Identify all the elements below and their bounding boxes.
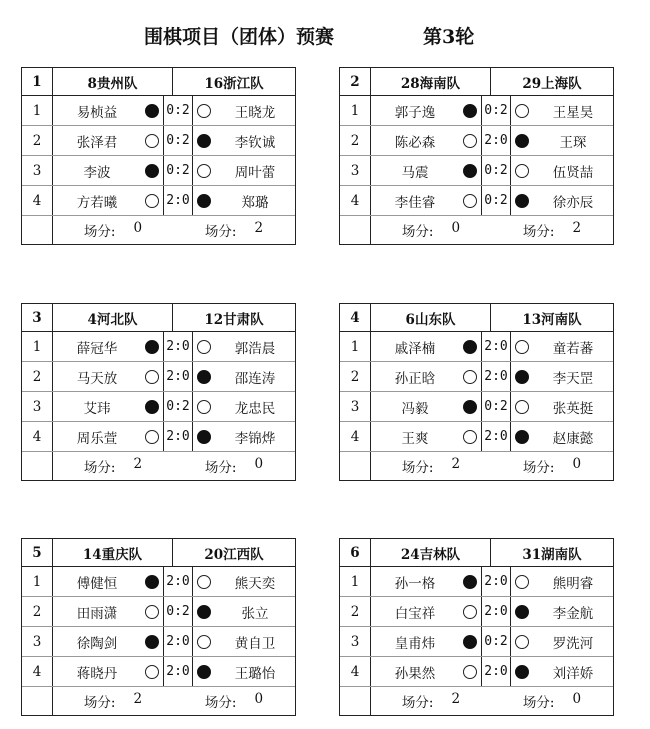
player-b: 伍贤喆 [552,164,594,181]
black-stone-icon [515,605,529,619]
black-stone-icon [463,635,477,649]
team-b-points [173,456,295,476]
match-number: 5 [22,539,53,566]
white-stone-icon [463,665,477,679]
board-row [22,567,295,597]
board-score: 0:2 [163,392,193,421]
player-a: 戚泽楠 [394,340,436,357]
player-b: 赵康懿 [552,430,594,447]
player-b: 李钦诚 [234,134,276,151]
white-stone-icon [197,400,211,414]
player-a: 周乐萱 [76,430,118,447]
points-label: 场分: [83,224,116,240]
board-row [22,186,295,216]
board-row [340,126,613,156]
white-stone-icon [463,134,477,148]
player-b: 徐亦辰 [552,194,594,211]
team-b-points [173,220,295,240]
white-stone-icon [145,134,159,148]
board-number: 2 [22,126,53,155]
player-a: 田雨潇 [76,605,118,622]
black-stone-icon [145,575,159,589]
board-number: 1 [340,332,371,361]
round-label: 第3轮 [423,26,475,48]
white-stone-icon [197,635,211,649]
match-table [339,67,614,245]
points-value: 0 [254,691,264,707]
black-stone-icon [197,605,211,619]
team-b-points [491,220,613,240]
white-stone-icon [515,635,529,649]
match-number: 6 [340,539,371,566]
player-b: 龙忠民 [234,400,276,417]
board-row [22,422,295,452]
team-b-points [491,691,613,711]
white-stone-icon [515,104,529,118]
team-a-name: 14重庆队 [53,539,173,566]
board-row [340,597,613,627]
black-stone-icon [145,104,159,118]
black-stone-icon [463,340,477,354]
board-score: 2:0 [163,186,193,215]
board-row [340,332,613,362]
match-footer [340,452,613,480]
match-footer [22,452,295,480]
player-b: 王璐怡 [234,665,276,682]
points-value: 2 [254,220,264,236]
black-stone-icon [145,340,159,354]
board-score: 0:2 [163,597,193,626]
board-number: 3 [340,627,371,656]
board-score: 2:0 [163,627,193,656]
player-a: 李佳睿 [394,194,436,211]
points-label: 场分: [204,224,237,240]
player-a: 陈必森 [394,134,436,151]
points-label: 场分: [83,460,116,476]
white-stone-icon [197,104,211,118]
board-score: 2:0 [481,362,511,391]
player-b: 王晓龙 [234,104,276,121]
team-b-name: 29上海队 [522,75,582,92]
black-stone-icon [145,164,159,178]
player-b: 王琛 [559,134,587,151]
white-stone-icon [197,164,211,178]
team-a-points [53,691,173,711]
player-a: 傅健恒 [76,575,118,592]
match-number: 4 [340,304,371,331]
player-a: 皇甫炜 [394,635,436,652]
match-header [340,68,613,96]
event-title: 围棋项目（团体）预赛 [144,26,335,48]
team-a-points [371,220,491,240]
match-footer [22,216,295,244]
board-number: 3 [22,156,53,185]
black-stone-icon [145,400,159,414]
white-stone-icon [145,605,159,619]
points-label: 场分: [401,460,434,476]
points-value: 0 [451,220,461,236]
black-stone-icon [463,104,477,118]
board-row [22,392,295,422]
team-b-name: 20江西队 [204,546,264,563]
points-value: 2 [451,456,461,472]
player-a: 王爽 [401,430,429,447]
player-b: 郑璐 [241,194,269,211]
player-b: 周叶蕾 [234,164,276,181]
player-a: 艾玮 [83,400,111,417]
board-score: 0:2 [481,627,511,656]
board-row [22,657,295,687]
board-row [22,362,295,392]
points-label: 场分: [204,695,237,711]
board-number: 4 [22,422,53,451]
team-a-name: 4河北队 [53,304,173,331]
black-stone-icon [463,400,477,414]
points-value: 2 [133,456,143,472]
white-stone-icon [515,575,529,589]
board-row [340,186,613,216]
match-header [340,304,613,332]
team-b-name: 31湖南队 [522,546,582,563]
black-stone-icon [515,665,529,679]
board-score: 2:0 [163,657,193,686]
white-stone-icon [515,400,529,414]
match-number: 3 [22,304,53,331]
points-label: 场分: [522,460,555,476]
player-a: 张泽君 [76,134,118,151]
points-value: 0 [572,456,582,472]
match-table [21,67,296,245]
team-a-name: 28海南队 [371,68,491,95]
board-row [22,156,295,186]
player-a: 孙正晗 [394,370,436,387]
board-number: 2 [340,126,371,155]
player-a: 马震 [401,164,429,181]
white-stone-icon [463,605,477,619]
team-b-points [491,456,613,476]
board-score: 2:0 [163,362,193,391]
board-number: 4 [340,422,371,451]
board-row [340,156,613,186]
player-a: 李波 [83,164,111,181]
board-score: 2:0 [163,567,193,596]
player-a: 薛冠华 [76,340,118,357]
team-a-name: 24吉林队 [371,539,491,566]
board-number: 1 [22,332,53,361]
board-row [340,422,613,452]
board-row [22,332,295,362]
player-b: 邵连涛 [234,370,276,387]
player-a: 蒋晓丹 [76,665,118,682]
board-number: 1 [340,567,371,596]
points-value: 2 [133,691,143,707]
board-row [340,96,613,126]
black-stone-icon [463,575,477,589]
player-b: 刘洋娇 [552,665,594,682]
board-score: 2:0 [481,657,511,686]
player-b: 黄自卫 [234,635,276,652]
board-number: 2 [22,597,53,626]
board-number: 1 [22,567,53,596]
black-stone-icon [145,635,159,649]
team-a-points [371,456,491,476]
match-table [21,303,296,481]
board-score: 2:0 [481,126,511,155]
player-b: 熊天奕 [234,575,276,592]
board-number: 1 [22,96,53,125]
match-header [22,539,295,567]
black-stone-icon [515,430,529,444]
black-stone-icon [515,134,529,148]
team-b-name: 13河南队 [522,311,582,328]
board-row [22,597,295,627]
player-a: 白宝祥 [394,605,436,622]
team-b-name: 12甘肃队 [204,311,264,328]
board-score: 2:0 [163,422,193,451]
points-value: 2 [451,691,461,707]
team-a-name: 6山东队 [371,304,491,331]
board-number: 2 [340,597,371,626]
match-table [339,303,614,481]
board-number: 1 [340,96,371,125]
board-score: 2:0 [163,332,193,361]
board-score: 2:0 [481,597,511,626]
points-label: 场分: [401,695,434,711]
black-stone-icon [515,194,529,208]
match-header [340,539,613,567]
match-header [22,68,295,96]
white-stone-icon [463,194,477,208]
player-a: 孙一格 [394,575,436,592]
white-stone-icon [463,430,477,444]
player-b: 熊明睿 [552,575,594,592]
player-a: 徐陶剑 [76,635,118,652]
match-footer [340,687,613,715]
board-score: 0:2 [163,126,193,155]
match-number: 1 [22,68,53,95]
board-number: 4 [340,186,371,215]
board-number: 3 [22,392,53,421]
board-score: 2:0 [481,567,511,596]
team-a-name: 8贵州队 [53,68,173,95]
points-label: 场分: [83,695,116,711]
player-a: 郭子逸 [394,104,436,121]
board-row [22,627,295,657]
match-footer [22,687,295,715]
board-row [340,362,613,392]
black-stone-icon [197,134,211,148]
board-number: 3 [340,156,371,185]
white-stone-icon [145,430,159,444]
player-b: 李锦烨 [234,430,276,447]
board-number: 4 [340,657,371,686]
board-score: 0:2 [481,96,511,125]
board-score: 0:2 [163,96,193,125]
board-score: 2:0 [481,422,511,451]
player-b: 李天罡 [552,370,594,387]
black-stone-icon [515,370,529,384]
team-a-points [371,691,491,711]
match-header [22,304,295,332]
board-row [340,627,613,657]
board-score: 0:2 [163,156,193,185]
black-stone-icon [463,164,477,178]
points-value: 0 [572,691,582,707]
points-label: 场分: [522,695,555,711]
black-stone-icon [197,194,211,208]
points-value: 0 [133,220,143,236]
board-number: 2 [22,362,53,391]
match-table [339,538,614,716]
board-number: 3 [22,627,53,656]
board-row [340,392,613,422]
points-label: 场分: [522,224,555,240]
team-a-points [53,220,173,240]
points-label: 场分: [204,460,237,476]
board-number: 3 [340,392,371,421]
board-score: 0:2 [481,392,511,421]
white-stone-icon [145,370,159,384]
board-row [22,96,295,126]
board-score: 0:2 [481,156,511,185]
player-a: 易桢益 [76,104,118,121]
black-stone-icon [197,665,211,679]
board-number: 2 [340,362,371,391]
board-row [22,126,295,156]
player-b: 罗洗河 [552,635,594,652]
white-stone-icon [197,340,211,354]
player-b: 童若蕃 [552,340,594,357]
page-title [0,22,650,48]
match-number: 2 [340,68,371,95]
white-stone-icon [463,370,477,384]
white-stone-icon [145,194,159,208]
black-stone-icon [197,370,211,384]
points-label: 场分: [401,224,434,240]
player-b: 张英挺 [552,400,594,417]
board-number: 4 [22,186,53,215]
points-value: 0 [254,456,264,472]
board-row [340,567,613,597]
black-stone-icon [197,430,211,444]
player-b: 李金航 [552,605,594,622]
team-b-points [173,691,295,711]
white-stone-icon [515,164,529,178]
board-number: 4 [22,657,53,686]
white-stone-icon [145,665,159,679]
player-b: 王星昊 [552,104,594,121]
match-table [21,538,296,716]
player-a: 冯毅 [401,400,429,417]
match-footer [340,216,613,244]
board-score: 0:2 [481,186,511,215]
player-b: 张立 [241,605,269,622]
white-stone-icon [197,575,211,589]
player-a: 方若曦 [76,194,118,211]
team-b-name: 16浙江队 [204,75,264,92]
board-row [340,657,613,687]
team-a-points [53,456,173,476]
player-b: 郭浩晨 [234,340,276,357]
board-score: 2:0 [481,332,511,361]
points-value: 2 [572,220,582,236]
player-a: 孙果然 [394,665,436,682]
white-stone-icon [515,340,529,354]
player-a: 马天放 [76,370,118,387]
